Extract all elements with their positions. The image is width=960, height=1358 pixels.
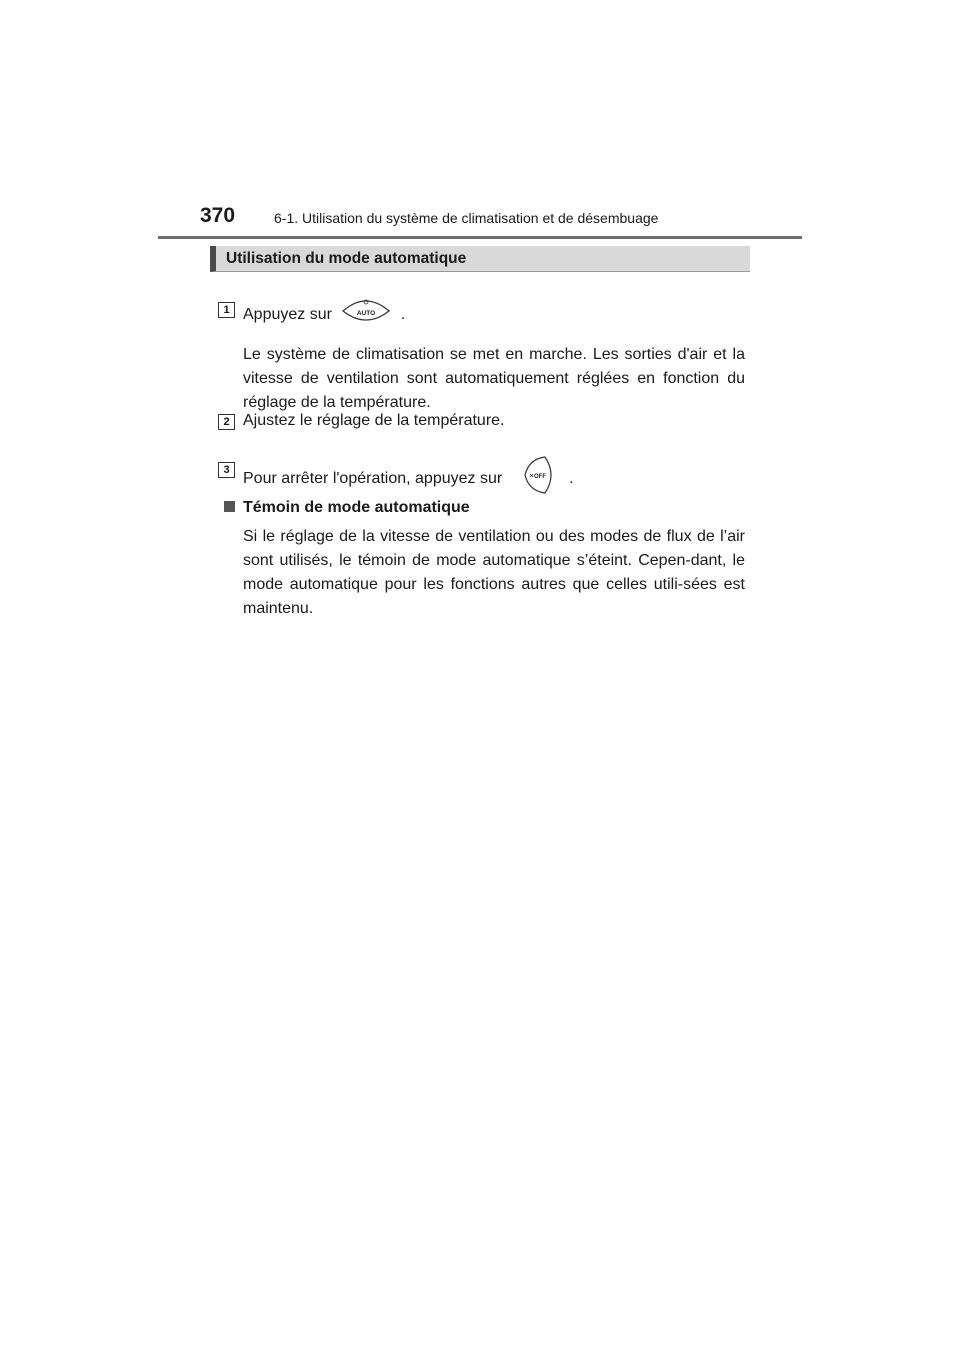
off-icon-label: OFF	[533, 474, 546, 480]
step-1-period: .	[400, 306, 406, 324]
note-text: Si le réglage de la vitesse de ventilation ou des modes de flux de l’air sont utilisés, le témoin de mode automatique s’éteint. Cepen-dant, le mode automatique pour les fonctions autres que celles utili-sées est maintenu.	[243, 528, 745, 617]
step-1-instruction	[243, 297, 405, 333]
step-number-3: 3	[218, 462, 235, 478]
chapter-title: 6-1. Utilisation du système de climatisation et de désembuage	[274, 210, 659, 226]
step-1-detail: Le système de climatisation se met en marche. Les sorties d'air et la vitesse de ventilation sont automatiquement réglées en fonction du réglage de la température.	[243, 346, 745, 411]
section-heading-bar	[210, 246, 750, 272]
section-title: Utilisation du mode automatique	[226, 250, 467, 267]
step-2-text: Ajustez le réglage de la température.	[243, 412, 505, 429]
step-3-period: .	[569, 470, 574, 488]
square-bullet-icon	[224, 501, 235, 512]
auto-icon-label: AUTO	[357, 310, 376, 317]
note-heading	[224, 499, 470, 517]
step-1-text: Appuyez sur	[243, 306, 332, 324]
step-number-2: 2	[218, 414, 235, 430]
step-3-text: Pour arrêter l'opération, appuyez sur	[243, 470, 503, 488]
step-3-instruction	[243, 455, 574, 503]
note-title: Témoin de mode automatique	[243, 499, 470, 516]
page-header	[158, 204, 802, 239]
auto-button-icon	[340, 297, 392, 333]
fan-off-button-icon	[521, 455, 555, 503]
page-number: 370	[200, 204, 236, 227]
step-number-1: 1	[218, 302, 235, 318]
